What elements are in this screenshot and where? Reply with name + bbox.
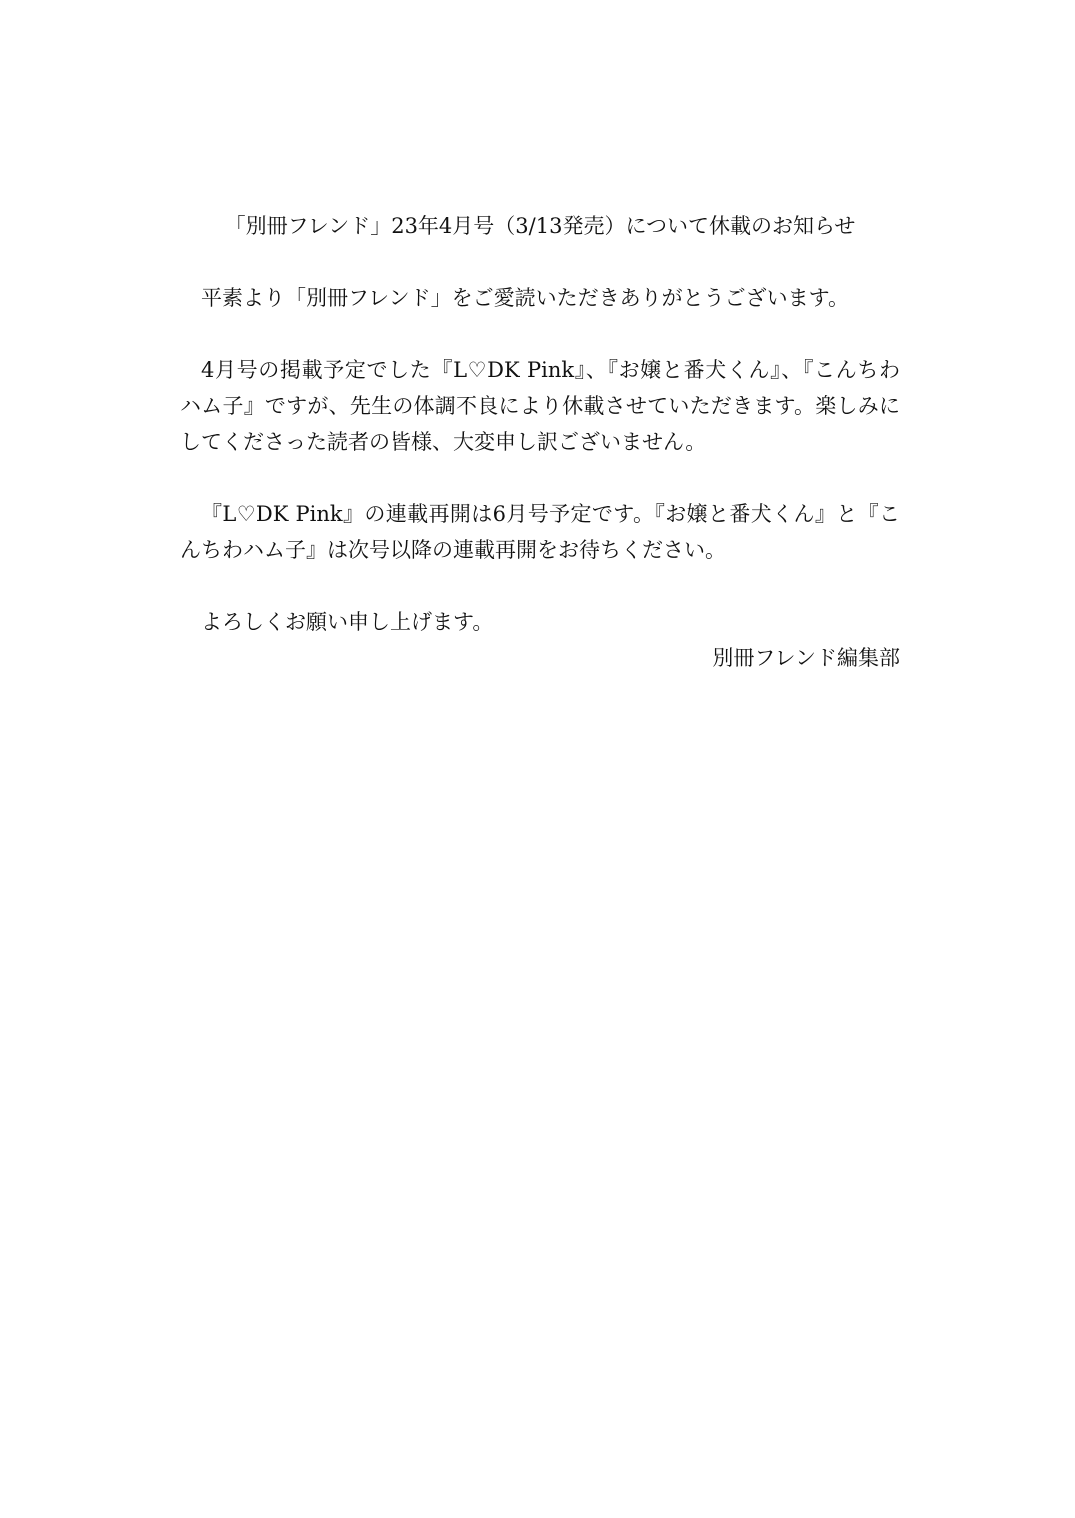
- notice-title: 「別冊フレンド」23年4月号（3/13発売）について休載のお知らせ: [224, 214, 856, 238]
- closing-paragraph: よろしくお願い申し上げます。: [201, 610, 494, 634]
- spacer: [180, 316, 900, 352]
- resumption-paragraph: 『L♡DK Pink』の連載再開は6月号予定です。『お嬢と番犬くん』と『こんちわハム子』は次号以降の連載再開をお待ちください。: [180, 502, 900, 562]
- notice-body: [180, 208, 900, 676]
- spacer: [180, 460, 900, 496]
- spacer: [180, 568, 900, 604]
- hiatus-paragraph: 4月号の掲載予定でした『L♡DK Pink』、『お嬢と番犬くん』、『こんちわハム子』ですが、先生の体調不良により休載させていただきます。楽しみにしてくださった読者の皆様、大変申し訳ございません。: [180, 358, 900, 454]
- editorial-signature: 別冊フレンド編集部: [712, 646, 900, 670]
- spacer: [180, 244, 900, 280]
- greeting-paragraph: 平素より「別冊フレンド」をご愛読いただきありがとうございます。: [201, 286, 849, 310]
